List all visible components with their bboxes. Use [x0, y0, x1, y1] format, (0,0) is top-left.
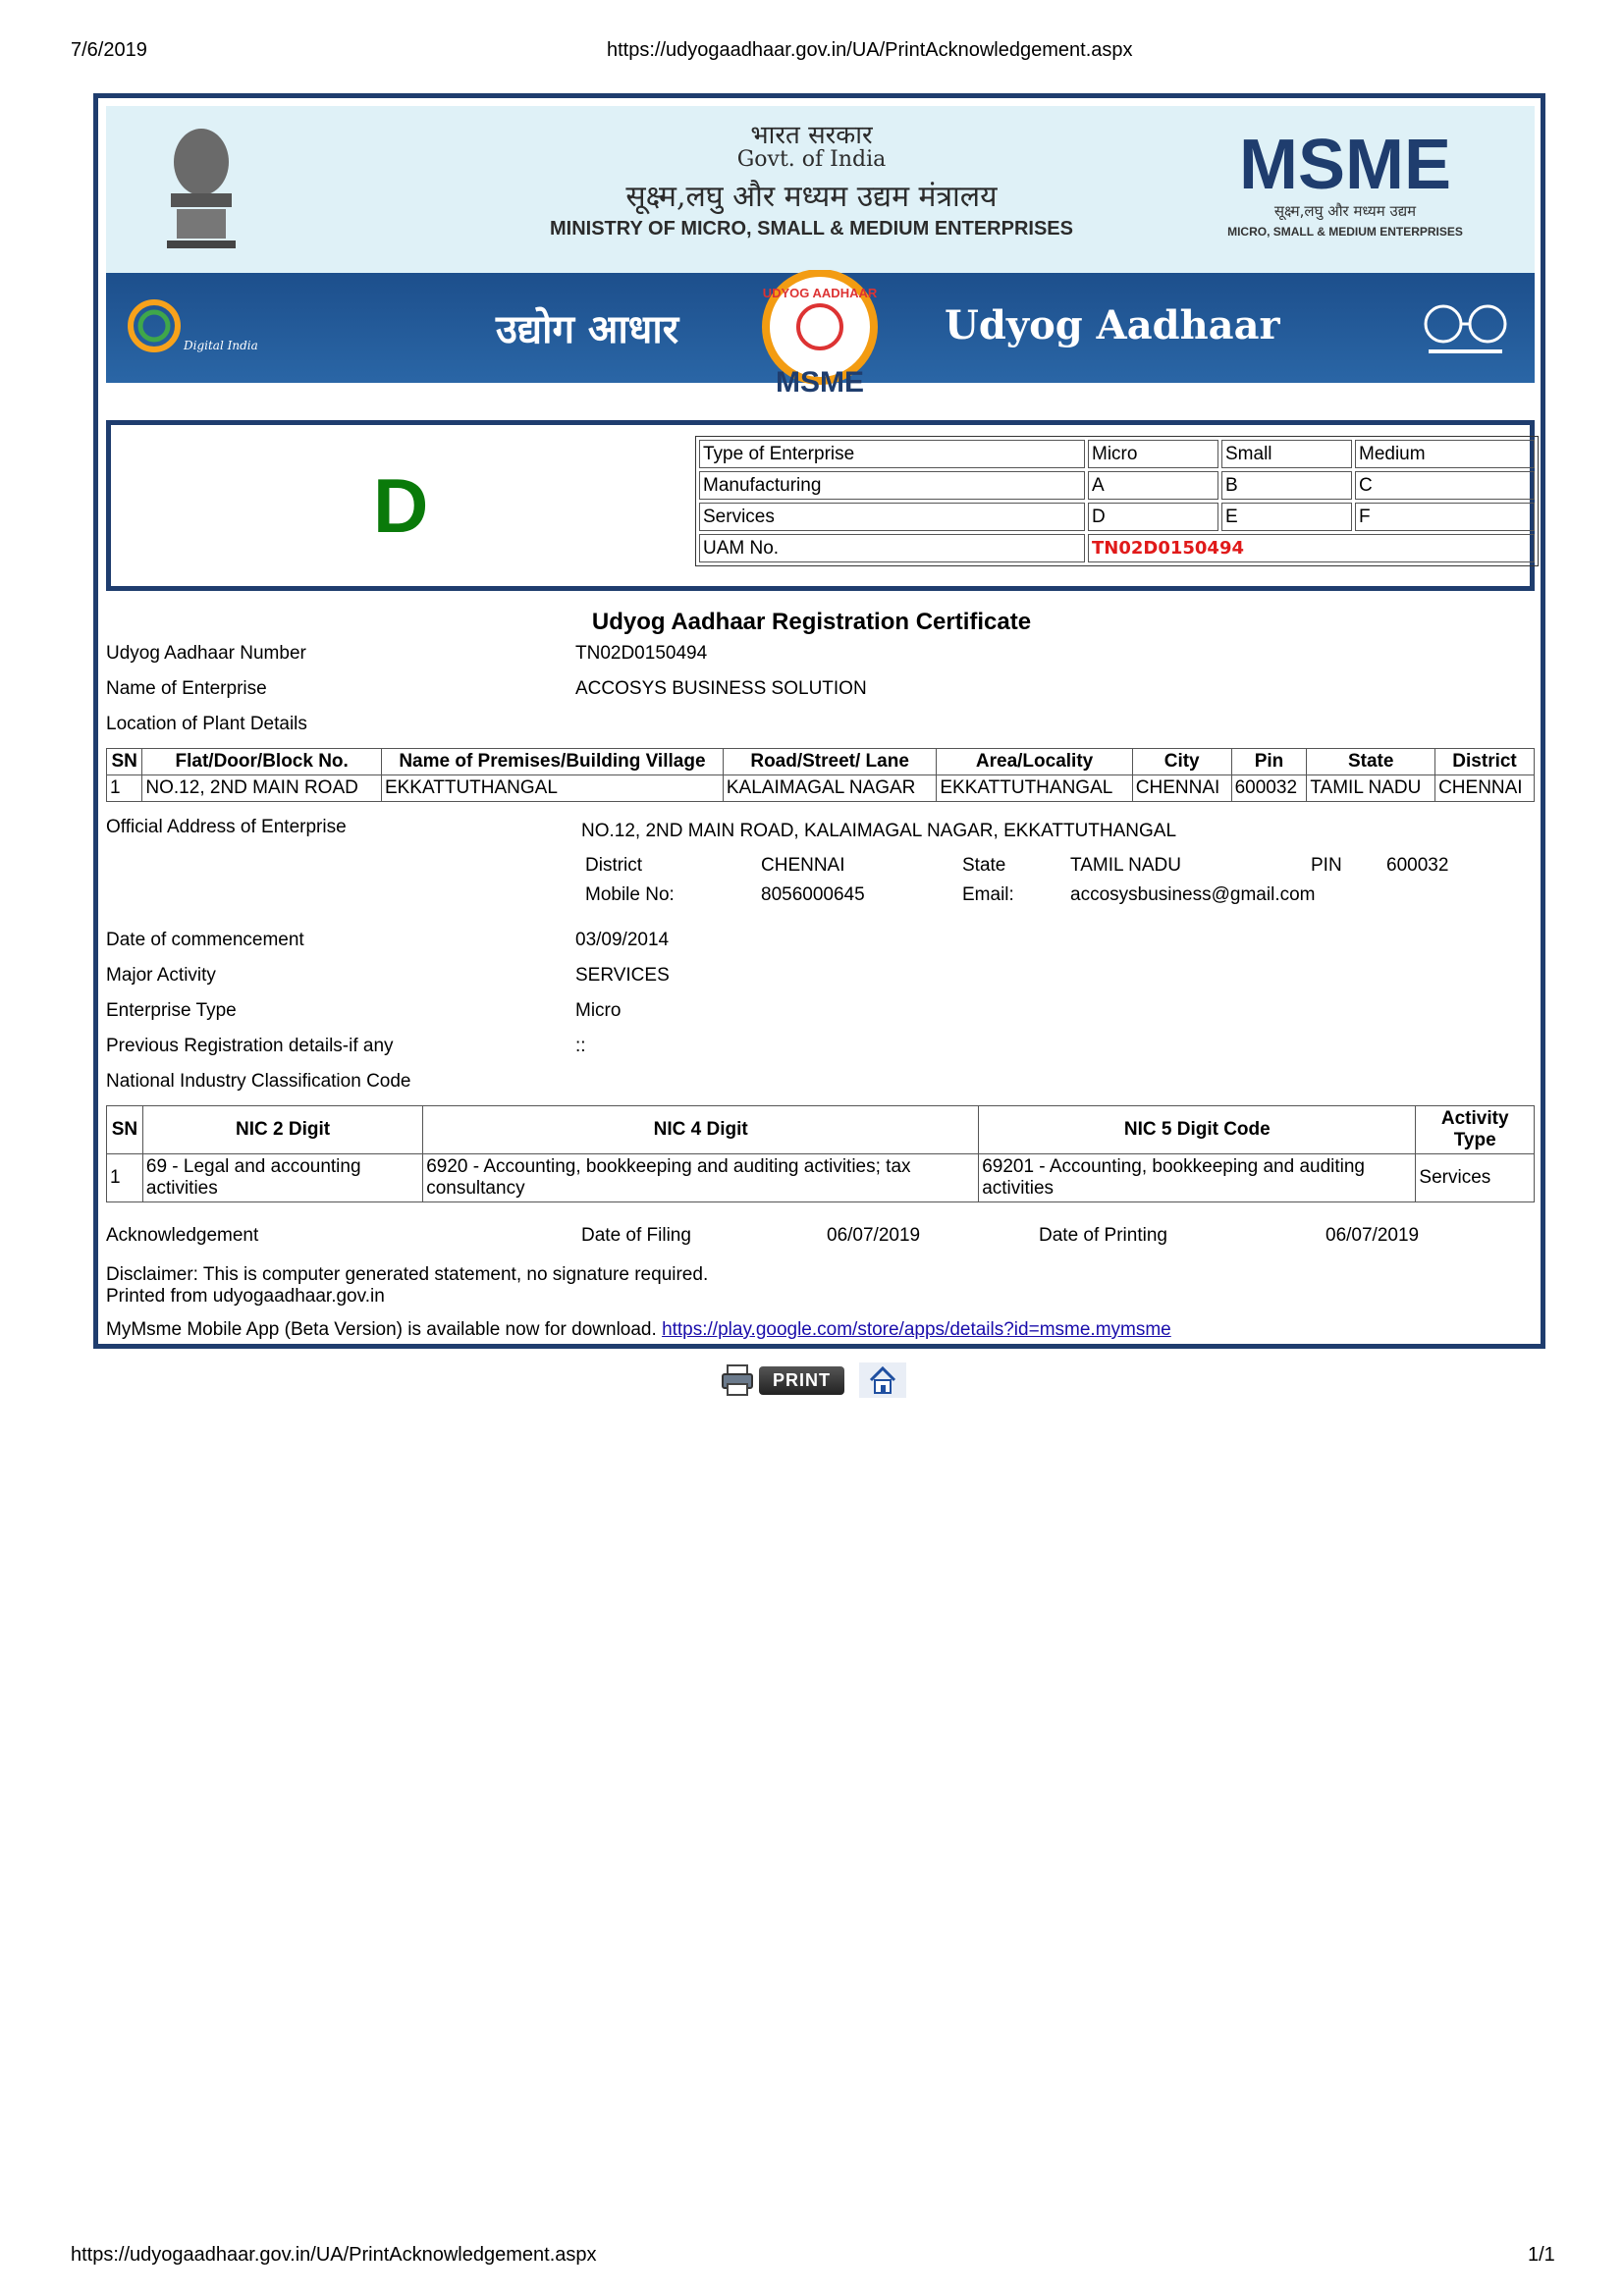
print-date: 7/6/2019	[71, 39, 147, 61]
plant-cell: CHENNAI	[1435, 775, 1535, 802]
enterprise-type-cell: Micro	[1088, 440, 1218, 468]
uam-row	[699, 534, 1535, 562]
nic-header-cell: NIC 5 Digit Code	[979, 1106, 1416, 1154]
plant-location-label: Location of Plant Details	[106, 714, 307, 734]
svg-text:UDYOG AADHAAR: UDYOG AADHAAR	[762, 286, 878, 300]
nic-header-cell: SN	[107, 1106, 143, 1154]
digital-india-logo	[123, 285, 270, 368]
official-address-value: NO.12, 2ND MAIN ROAD, KALAIMAGAL NAGAR, EKKATTUTHANGAL	[581, 821, 1177, 841]
nic-cell: Services	[1416, 1154, 1535, 1202]
major-activity-label: Major Activity	[106, 965, 216, 986]
plant-header-cell: City	[1132, 749, 1231, 775]
nic-label: National Industry Classification Code	[106, 1071, 411, 1092]
previous-registration-label: Previous Registration details-if any	[106, 1036, 394, 1056]
plant-cell: 1	[107, 775, 142, 802]
enterprise-type-row	[699, 471, 1535, 500]
certificate-title: Udyog Aadhaar Registration Certificate	[591, 609, 1032, 635]
acknowledgement-label: Acknowledgement	[106, 1225, 259, 1246]
disclaimer-line-1: Disclaimer: This is computer generated statement, no signature required.	[106, 1264, 709, 1285]
plant-cell: CHENNAI	[1132, 775, 1231, 802]
app-download-link[interactable]: https://play.google.com/store/apps/details?id=msme.mymsme	[662, 1319, 1171, 1340]
enterprise-type-cell: Small	[1221, 440, 1352, 468]
enterprise-type-table	[695, 436, 1539, 566]
plant-details-table	[106, 748, 1535, 802]
enterprise-type-cell: F	[1355, 503, 1535, 531]
plant-header-cell: Road/Street/ Lane	[723, 749, 936, 775]
svg-text:सूक्ष्म,लघु और मध्यम उद्यम: सूक्ष्म,लघु और मध्यम उद्यम	[1273, 202, 1417, 220]
home-icon	[859, 1362, 906, 1398]
enterprise-type-cell: Services	[699, 503, 1085, 531]
enterprise-type-cell: A	[1088, 471, 1218, 500]
nic-header-cell: NIC 2 Digit	[142, 1106, 422, 1154]
home-button[interactable]	[859, 1362, 906, 1398]
district-value: CHENNAI	[761, 855, 845, 876]
plant-header-cell: Pin	[1231, 749, 1307, 775]
email-value: accosysbusiness@gmail.com	[1070, 884, 1316, 905]
state-value: TAMIL NADU	[1070, 855, 1181, 876]
enterprise-type-row	[699, 440, 1535, 468]
mobile-label: Mobile No:	[585, 884, 675, 905]
govt-english: Govt. of India	[736, 147, 887, 172]
plant-cell: EKKATTUTHANGAL	[937, 775, 1132, 802]
enterprise-type-label: Enterprise Type	[106, 1000, 237, 1021]
enterprise-type-cell: Medium	[1355, 440, 1535, 468]
swachh-bharat-icon	[1399, 294, 1532, 363]
enterprise-type-cell: B	[1221, 471, 1352, 500]
nic-header-cell: NIC 4 Digit	[423, 1106, 979, 1154]
nic-header-cell: Activity Type	[1416, 1106, 1535, 1154]
enterprise-type-row	[699, 503, 1535, 531]
plant-cell: 600032	[1231, 775, 1307, 802]
plant-header-cell: SN	[107, 749, 142, 775]
plant-cell: NO.12, 2ND MAIN ROAD	[142, 775, 382, 802]
commencement-value: 03/09/2014	[575, 930, 670, 950]
plant-cell: TAMIL NADU	[1307, 775, 1435, 802]
district-label: District	[585, 855, 643, 876]
print-label: PRINT	[759, 1366, 844, 1395]
nic-table	[106, 1105, 1535, 1202]
pin-label: PIN	[1311, 855, 1342, 876]
svg-text:MSME: MSME	[1239, 128, 1451, 204]
printer-icon	[720, 1362, 755, 1398]
filing-date-value: 06/07/2019	[827, 1225, 921, 1246]
table-row	[107, 775, 1535, 802]
enterprise-type-cell: Type of Enterprise	[699, 440, 1085, 468]
enterprise-type-cell: E	[1221, 503, 1352, 531]
footer-url: https://udyogaadhaar.gov.in/UA/PrintAcknowledgement.aspx	[71, 2244, 597, 2266]
enterprise-name-label: Name of Enterprise	[106, 678, 267, 699]
page-number: 1/1	[1528, 2244, 1555, 2266]
plant-header-cell: District	[1435, 749, 1535, 775]
filing-date-label: Date of Filing	[581, 1225, 691, 1246]
enterprise-type-value: Micro	[575, 1000, 622, 1021]
uam-label: UAM No.	[699, 534, 1085, 562]
state-label: State	[962, 855, 1006, 876]
plant-header-cell: State	[1307, 749, 1435, 775]
enterprise-type-cell: D	[1088, 503, 1218, 531]
table-row	[107, 1154, 1535, 1202]
mobile-value: 8056000645	[761, 884, 865, 905]
official-address-label: Official Address of Enterprise	[106, 817, 347, 837]
nic-cell: 1	[107, 1154, 143, 1202]
commencement-label: Date of commencement	[106, 930, 304, 950]
plant-cell: EKKATTUTHANGAL	[381, 775, 723, 802]
msme-logo	[1213, 128, 1478, 240]
enterprise-type-cell: Manufacturing	[699, 471, 1085, 500]
ua-number-value: TN02D0150494	[575, 643, 708, 664]
plant-header-cell: Flat/Door/Block No.	[142, 749, 382, 775]
svg-text:Digital India: Digital India	[184, 339, 258, 352]
printing-date-label: Date of Printing	[1039, 1225, 1167, 1246]
plant-header-cell: Name of Premises/Building Village	[381, 749, 723, 775]
ua-number-label: Udyog Aadhaar Number	[106, 643, 306, 664]
govt-hindi: भारत सरकार	[750, 121, 873, 150]
print-button[interactable]	[720, 1362, 847, 1398]
category-letter: D	[373, 462, 429, 549]
nic-cell: 69201 - Accounting, bookkeeping and auditing activities	[979, 1154, 1416, 1202]
plant-header-cell: Area/Locality	[937, 749, 1132, 775]
app-note-text: MyMsme Mobile App (Beta Version) is available now for download.	[106, 1319, 657, 1340]
disclaimer-line-2: Printed from udyogaadhaar.gov.in	[106, 1286, 385, 1307]
svg-text:MICRO, SMALL & MEDIUM ENTERPRI: MICRO, SMALL & MEDIUM ENTERPRISES	[1227, 225, 1463, 239]
ministry-english: MINISTRY OF MICRO, SMALL & MEDIUM ENTERPRISES	[550, 218, 1073, 240]
print-url: https://udyogaadhaar.gov.in/UA/PrintAcknowledgement.aspx	[607, 39, 1133, 61]
nic-cell: 6920 - Accounting, bookkeeping and auditing activities; tax consultancy	[423, 1154, 979, 1202]
uam-number: TN02D0150494	[1088, 534, 1535, 562]
printing-date-value: 06/07/2019	[1325, 1225, 1420, 1246]
plant-cell: KALAIMAGAL NAGAR	[723, 775, 936, 802]
nic-cell: 69 - Legal and accounting activities	[142, 1154, 422, 1202]
udyog-aadhaar-badge	[736, 270, 903, 398]
previous-registration-value: ::	[575, 1036, 586, 1056]
ministry-hindi: सूक्ष्म,लघु और मध्यम उद्यम मंत्रालय	[625, 180, 998, 214]
pin-value: 600032	[1386, 855, 1449, 876]
email-label: Email:	[962, 884, 1014, 905]
enterprise-type-cell: C	[1355, 471, 1535, 500]
major-activity-value: SERVICES	[575, 965, 670, 986]
udyog-aadhaar-hindi: उद्योग आधार	[496, 306, 679, 352]
udyog-aadhaar-english: Udyog Aadhaar	[945, 302, 1280, 348]
enterprise-name-value: ACCOSYS BUSINESS SOLUTION	[575, 678, 867, 699]
app-note	[106, 1319, 1171, 1341]
svg-text:MSME: MSME	[776, 366, 864, 398]
